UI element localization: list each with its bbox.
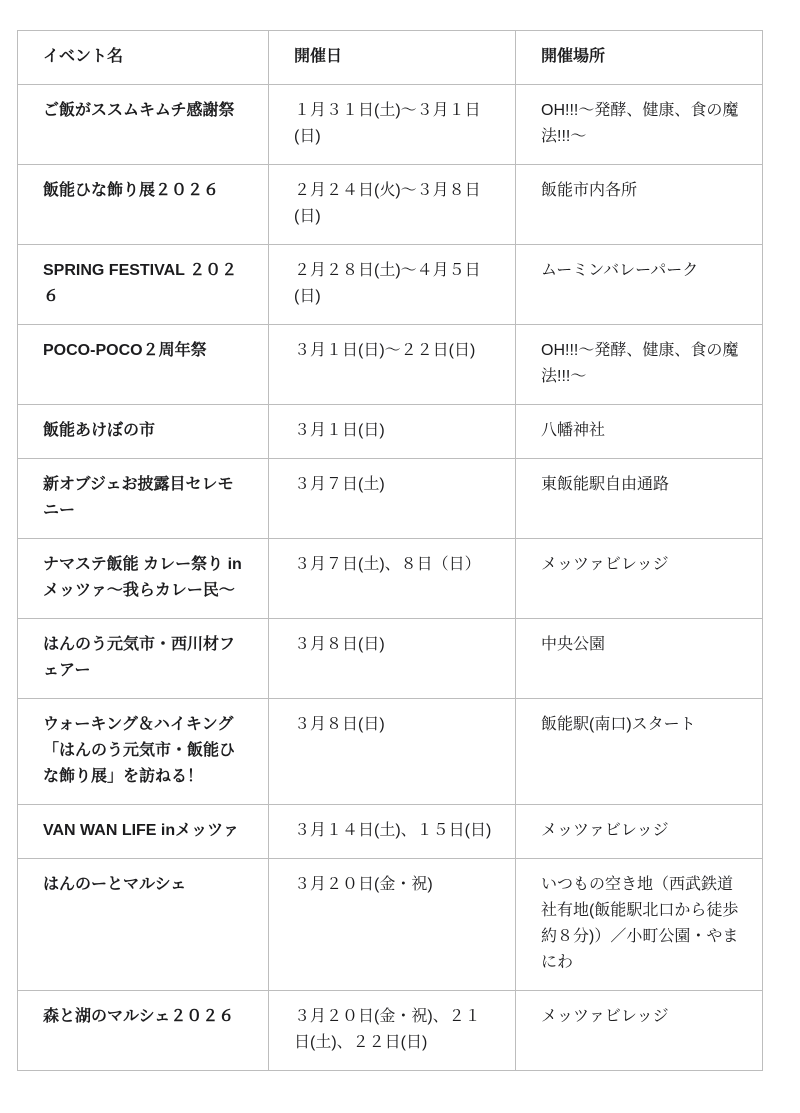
event-date-cell: ３月１日(日)～２２日(日) [269,325,516,405]
event-venue-cell: 八幡神社 [516,405,763,459]
event-name-cell: 新オブジェお披露目セレモニー [18,459,269,539]
table-row [18,991,763,1071]
event-venue-cell: OH!!!～発酵、健康、食の魔法!!!～ [516,85,763,165]
event-venue-cell: 飯能市内各所 [516,165,763,245]
event-venue-cell: OH!!!～発酵、健康、食の魔法!!!～ [516,325,763,405]
table-row [18,459,763,539]
table-row [18,165,763,245]
event-date-cell: １月３１日(土)～３月１日(日) [269,85,516,165]
event-date-cell: ３月２０日(金・祝) [269,859,516,991]
event-venue-cell: メッツァビレッジ [516,991,763,1071]
event-date-cell: ２月２４日(火)～３月８日(日) [269,165,516,245]
event-venue-cell: ムーミンバレーパーク [516,245,763,325]
event-name-cell: VAN WAN LIFE inメッツァ [18,805,269,859]
event-name-cell: ナマステ飯能 カレー祭り in メッツァ～我らカレー民～ [18,539,269,619]
event-date-cell: ３月８日(日) [269,699,516,805]
table-row [18,859,763,991]
event-date-cell: ３月１４日(土)、１５日(日) [269,805,516,859]
events-table [17,30,763,1071]
event-name-cell: 森と湖のマルシェ２０２６ [18,991,269,1071]
event-name-cell: はんのーとマルシェ [18,859,269,991]
table-row [18,85,763,165]
event-venue-cell: 飯能駅(南口)スタート [516,699,763,805]
column-header-event-venue: 開催場所 [516,31,763,85]
event-name-cell: 飯能ひな飾り展２０２６ [18,165,269,245]
event-date-cell: ３月１日(日) [269,405,516,459]
event-date-cell: ３月８日(日) [269,619,516,699]
event-venue-cell: いつもの空き地（西武鉄道社有地(飯能駅北口から徒歩約８分)）／小町公園・やまにわ [516,859,763,991]
event-name-cell: ご飯がススムキムチ感謝祭 [18,85,269,165]
table-row [18,805,763,859]
event-venue-cell: 中央公園 [516,619,763,699]
event-name-cell: SPRING FESTIVAL ２０２６ [18,245,269,325]
table-row [18,699,763,805]
event-date-cell: ３月２０日(金・祝)、２１日(土)、２２日(日) [269,991,516,1071]
table-row [18,245,763,325]
header-row [18,31,763,85]
event-name-cell: POCO-POCO２周年祭 [18,325,269,405]
event-venue-cell: メッツァビレッジ [516,539,763,619]
event-name-cell: はんのう元気市・西川材フェアー [18,619,269,699]
table-row [18,619,763,699]
event-date-cell: ２月２８日(土)～４月５日(日) [269,245,516,325]
event-name-cell: 飯能あけぼの市 [18,405,269,459]
event-date-cell: ３月７日(土)、８日（日） [269,539,516,619]
event-date-cell: ３月７日(土) [269,459,516,539]
column-header-event-name: イベント名 [18,31,269,85]
table-row [18,325,763,405]
event-venue-cell: 東飯能駅自由通路 [516,459,763,539]
table-row [18,405,763,459]
column-header-event-date: 開催日 [269,31,516,85]
event-venue-cell: メッツァビレッジ [516,805,763,859]
event-name-cell: ウォーキング＆ハイキング「はんのう元気市・飯能ひな飾り展」を訪ねる！ [18,699,269,805]
table-row [18,539,763,619]
